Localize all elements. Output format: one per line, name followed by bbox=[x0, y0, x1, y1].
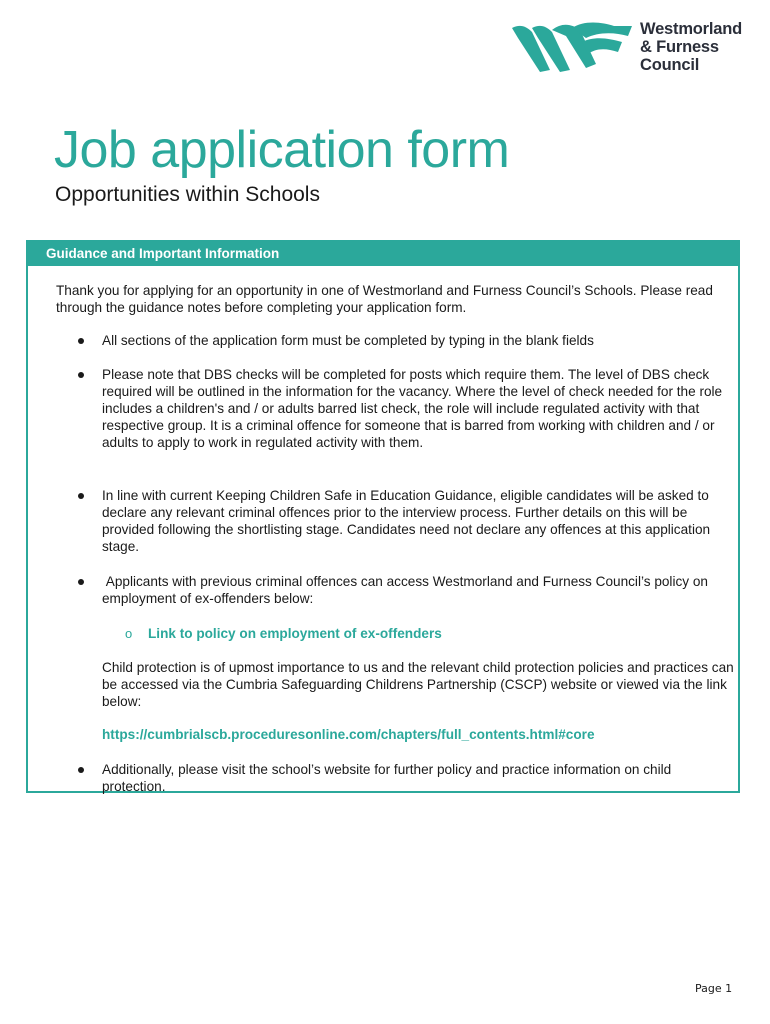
guidance-bullet: All sections of the application form must be completed by typing in the blank fields bbox=[102, 333, 594, 348]
guidance-bullet: Applicants with previous criminal offences can access Westmorland and Furness Council’s policy on employment of ex-offenders below: bbox=[102, 574, 712, 606]
bullet-marker bbox=[78, 579, 84, 585]
logo-line-1: Westmorland bbox=[640, 20, 743, 38]
bullet-marker bbox=[78, 372, 84, 378]
guidance-bullet: In line with current Keeping Children Safe in Education Guidance, eligible candidates will be asked to declare any relevant criminal offences prior to the interview process. Further details on this will be provided following the shortlisting stage. Candidates need not declare any offences at this application stage. bbox=[102, 488, 711, 554]
logo-line-2: & Furness bbox=[640, 38, 719, 56]
guidance-header: Guidance and Important Information bbox=[28, 242, 738, 266]
bullet-marker bbox=[78, 767, 84, 773]
council-logo bbox=[510, 18, 760, 78]
bullet-marker bbox=[78, 338, 84, 344]
council-logo-mark-icon bbox=[510, 20, 635, 75]
guidance-intro: Thank you for applying for an opportunity in one of Westmorland and Furness Council’s Schools. Please read through the guidance notes before completing your application form. bbox=[56, 283, 713, 315]
child-protection-text: Child protection is of upmost importance to us and the relevant child protection policies and practices can be accessed via the Cumbria Safeguarding Childrens Partnership (CSCP) website or viewed via the link below: bbox=[102, 660, 734, 709]
sub-bullet-marker: o bbox=[125, 626, 133, 641]
logo-line-3: Council bbox=[640, 56, 700, 74]
guidance-bullet: Please note that DBS checks will be completed for posts which require them. The level of DBS check required will be outlined in the information for the vacancy. Where the level of check needed for the role includes a children's and / or adults barred list check, the role will include regulated activity with that respective group. It is a criminal offence for someone that is barred from working with children and / or adults to apply to work in regulated activity with them. bbox=[102, 367, 723, 450]
cscp-procedures-link[interactable]: https://cumbrialscb.proceduresonline.com/chapters/full_contents.html#core bbox=[102, 727, 595, 742]
page-number: Page 1 bbox=[695, 982, 733, 995]
ex-offenders-policy-link[interactable]: Link to policy on employment of ex-offenders bbox=[148, 626, 442, 641]
page-subtitle: Opportunities within Schools bbox=[55, 183, 320, 206]
page-title: Job application form bbox=[54, 121, 510, 179]
council-logo-text bbox=[640, 20, 742, 74]
guidance-bullet: Additionally, please visit the school’s website for further policy and practice information on child protection. bbox=[102, 762, 672, 794]
bullet-marker bbox=[78, 493, 84, 499]
